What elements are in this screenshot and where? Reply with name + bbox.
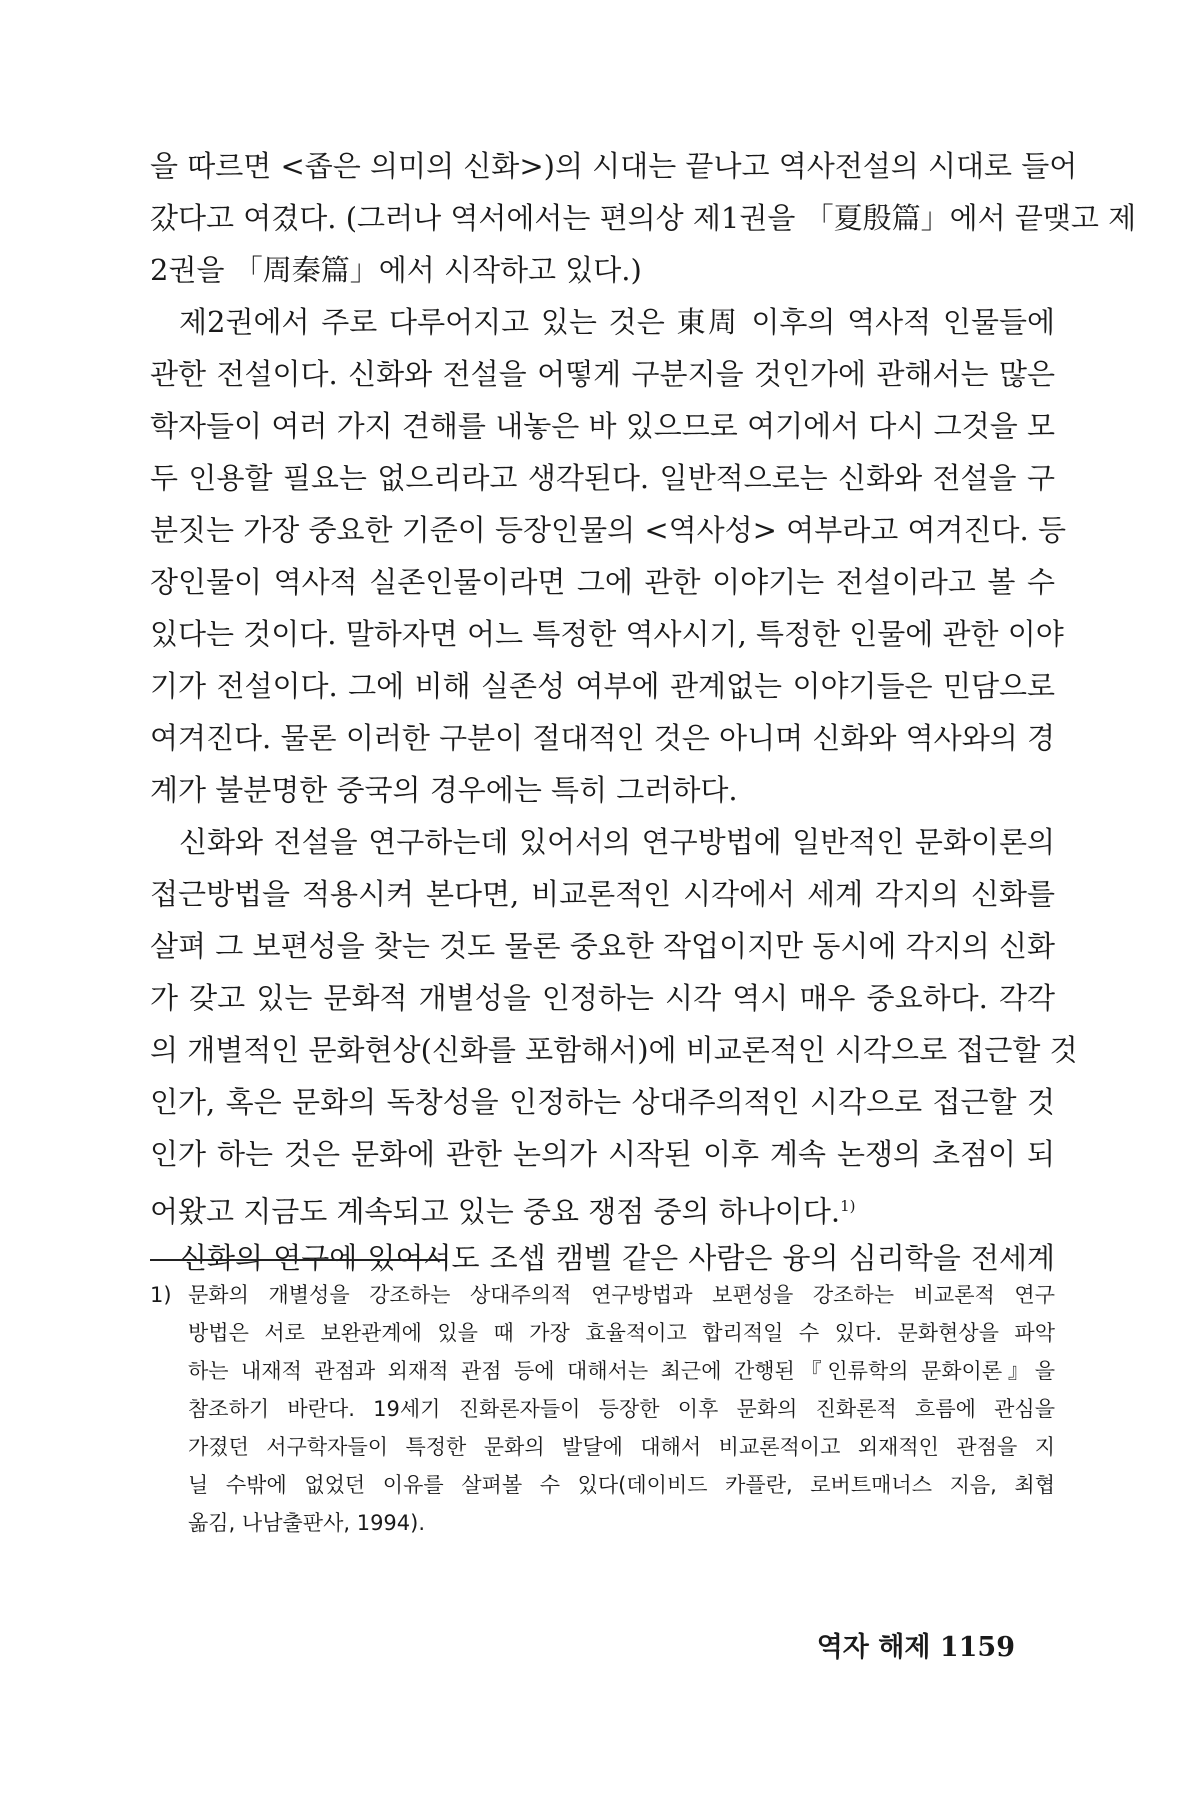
footnote-line: 참조하기 바란다. 19세기 진화론자들이 등장한 이후 문화의 진화론적 흐름에 관심을 bbox=[188, 1397, 1055, 1421]
footnote-divider bbox=[150, 1259, 446, 1261]
body-line: 계가 불분명한 중국의 경우에는 특히 그러하다. bbox=[150, 773, 738, 807]
section-title: 역자 해제 bbox=[816, 1632, 931, 1663]
body-line: 가 갖고 있는 문화적 개별성을 인정하는 시각 역시 매우 중요하다. 각각 bbox=[150, 981, 1055, 1015]
body-line-text: 어왔고 지금도 계속되고 있는 중요 쟁점 중의 하나이다. bbox=[150, 1194, 841, 1229]
body-line: 두 인용할 필요는 없으리라고 생각된다. 일반적으로는 신화와 전설을 구 bbox=[150, 461, 1055, 495]
body-line: 인가, 혹은 문화의 독창성을 인정하는 상대주의적인 시각으로 접근할 것 bbox=[150, 1085, 1055, 1119]
body-line: 기가 전설이다. 그에 비해 실존성 여부에 관계없는 이야기들은 민담으로 bbox=[150, 669, 1055, 703]
body-line: 살펴 그 보편성을 찾는 것도 물론 중요한 작업이지만 동시에 각지의 신화 bbox=[150, 929, 1055, 963]
body-line: 분짓는 가장 중요한 기준이 등장인물의 <역사성> 여부라고 여겨진다. 등 bbox=[150, 513, 1066, 547]
footnote-line: 닐 수밖에 없었던 이유를 살펴볼 수 있다(데이비드 카플란, 로버트매너스 지음, 최협 bbox=[188, 1473, 1055, 1497]
body-line: 학자들이 여러 가지 견해를 내놓은 바 있으므로 여기에서 다시 그것을 모 bbox=[150, 409, 1055, 443]
body-line: 관한 전설이다. 신화와 전설을 어떻게 구분지을 것인가에 관해서는 많은 bbox=[150, 357, 1055, 391]
body-line: 인가 하는 것은 문화에 관한 논의가 시작된 이후 계속 논쟁의 초점이 되 bbox=[150, 1137, 1055, 1171]
footnote-line: 방법은 서로 보완관계에 있을 때 가장 효율적이고 합리적일 수 있다. 문화현상을 파악 bbox=[188, 1321, 1055, 1345]
body-line-with-footnote-ref bbox=[150, 1180, 1055, 1232]
body-line: 장인물이 역사적 실존인물이라면 그에 관한 이야기는 전설이라고 볼 수 bbox=[150, 565, 1055, 599]
footnote-line-text: 문화의 개별성을 강조하는 상대주의적 연구방법과 보편성을 강조하는 비교론적 연구 bbox=[188, 1283, 1055, 1307]
footnote bbox=[150, 1276, 1055, 1542]
footnote-line bbox=[150, 1276, 1055, 1314]
body-text bbox=[150, 140, 1137, 1284]
body-line: 여겨진다. 물론 이러한 구분이 절대적인 것은 아니며 신화와 역사와의 경 bbox=[150, 721, 1055, 755]
body-line: 신화의 연구에 있어서도 조셉 캠벨 같은 사람은 융의 심리학을 전세계 bbox=[179, 1241, 1055, 1275]
footnote-line: 가졌던 서구학자들이 특정한 문화의 발달에 대해서 비교론적이고 외재적인 관점을 지 bbox=[188, 1435, 1055, 1459]
body-line: 2권을 「周秦篇」에서 시작하고 있다.) bbox=[150, 253, 642, 287]
page-number: 1159 bbox=[939, 1632, 1015, 1663]
body-line: 을 따르면 <좁은 의미의 신화>)의 시대는 끝나고 역사전설의 시대로 들어 bbox=[150, 149, 1078, 183]
footnote-ref[interactable]: 1) bbox=[840, 1197, 856, 1215]
running-footer bbox=[817, 1625, 1015, 1664]
body-line: 있다는 것이다. 말하자면 어느 특정한 역사시기, 특정한 인물에 관한 이야 bbox=[150, 617, 1064, 651]
body-line: 갔다고 여겼다. (그러나 역서에서는 편의상 제1권을 「夏殷篇」에서 끝맺고 제 bbox=[150, 201, 1137, 235]
footnote-marker: 1) bbox=[150, 1283, 172, 1307]
body-line: 제2권에서 주로 다루어지고 있는 것은 東周 이후의 역사적 인물들에 bbox=[179, 305, 1055, 339]
body-line: 신화와 전설을 연구하는데 있어서의 연구방법에 일반적인 문화이론의 bbox=[179, 825, 1055, 859]
footnote-line: 하는 내재적 관점과 외재적 관점 등에 대해서는 최근에 간행된『인류학의 문화이론』을 bbox=[188, 1359, 1055, 1383]
footnote-line: 옮김, 나남출판사, 1994). bbox=[188, 1511, 426, 1535]
body-line: 접근방법을 적용시켜 본다면, 비교론적인 시각에서 세계 각지의 신화를 bbox=[150, 877, 1055, 911]
body-line: 의 개별적인 문화현상(신화를 포함해서)에 비교론적인 시각으로 접근할 것 bbox=[150, 1033, 1078, 1067]
